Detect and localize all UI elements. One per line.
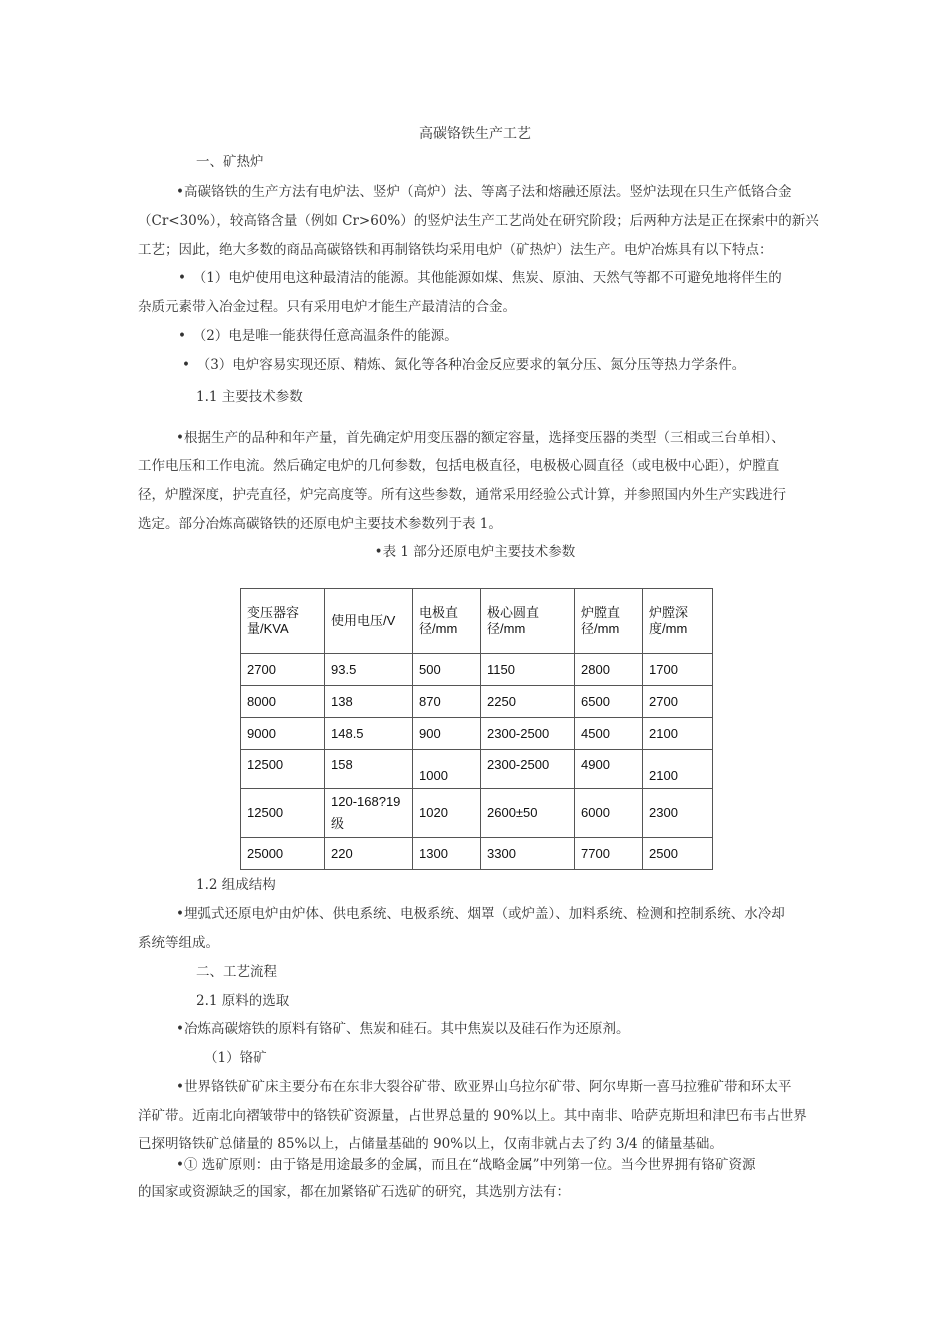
paragraph-line: 洋矿带。近南北向褶皱带中的铬铁矿资源量，占世界总量的 90%以上。其中南非、哈萨克斯坦和津巴布韦占世界 xyxy=(138,1108,807,1124)
paragraph-line: 杂质元素带入冶金过程。只有采用电炉才能生产最清洁的合金。 xyxy=(138,299,516,315)
bullet-item-1: • （1）电炉使用电这种最清洁的能源。其他能源如煤、焦炭、原油、天然气等都不可避免地将伴生的 xyxy=(178,270,782,286)
paragraph-line: 工作电压和工作电流。然后确定电炉的几何参数，包括电极直径，电极极心圆直径（或电极中心距），炉膛直 xyxy=(138,458,780,474)
subsection-heading-1-2: 1.2 组成结构 xyxy=(196,877,276,893)
subsection-heading-2-1: 2.1 原料的选取 xyxy=(196,993,290,1009)
table-header-cell: 电极直径/mm xyxy=(413,589,481,654)
document-title: 高碳铬铁生产工艺 xyxy=(419,126,531,142)
bullet-item-2: • （2）电是唯一能获得任意高温条件的能源。 xyxy=(178,328,458,344)
table-row xyxy=(241,838,713,870)
table-header-cell: 炉膛深度/mm xyxy=(643,589,713,654)
table-cell: 7700 xyxy=(575,838,643,870)
table-cell: 9000 xyxy=(241,718,325,750)
table-cell: 12500 xyxy=(241,789,325,838)
table-cell: 500 xyxy=(413,654,481,686)
table-cell: 6500 xyxy=(575,686,643,718)
paragraph-line: 工艺；因此，绝大多数的商品高碳铬铁和再制铬铁均采用电炉（矿热炉）法生产。电炉冶炼具有以下特点： xyxy=(138,242,773,258)
table-header-cell: 炉膛直径/mm xyxy=(575,589,643,654)
table-cell: 2700 xyxy=(241,654,325,686)
table-header-cell: 极心圆直径/mm xyxy=(481,589,575,654)
paragraph-line: 径，炉膛深度，护壳直径，炉完高度等。所有这些参数，通常采用经验公式计算，并参照国内外生产实践进行 xyxy=(138,487,786,503)
table-cell: 2250 xyxy=(481,686,575,718)
table-cell: 2600±50 xyxy=(481,789,575,838)
subsection-heading-1-1: 1.1 主要技术参数 xyxy=(196,389,303,405)
table-caption: •表 1 部分还原电炉主要技术参数 xyxy=(374,544,576,560)
table-row xyxy=(241,750,713,789)
table-cell: 158 xyxy=(325,750,413,789)
table-cell: 4900 xyxy=(575,750,643,789)
table-cell: 4500 xyxy=(575,718,643,750)
paragraph-line: •① 选矿原则：由于铬是用途最多的金属，而且在“战略金属”中列第一位。当今世界拥有铬矿资源 xyxy=(176,1157,756,1173)
table-cell: 1020 xyxy=(413,789,481,838)
table-header-cell: 变压器容量/KVA xyxy=(241,589,325,654)
table-cell: 1000 xyxy=(413,750,481,789)
table-cell: 2500 xyxy=(643,838,713,870)
paragraph-line: 已探明铬铁矿总储量的 85%以上，占储量基础的 90%以上，仅南非就占去了约 3/4 的储量基础。 xyxy=(138,1136,723,1152)
table-cell: 93.5 xyxy=(325,654,413,686)
table-cell: 220 xyxy=(325,838,413,870)
table-cell: 8000 xyxy=(241,686,325,718)
table-cell: 25000 xyxy=(241,838,325,870)
table-cell: 2300 xyxy=(643,789,713,838)
table-row xyxy=(241,654,713,686)
table-cell: 1700 xyxy=(643,654,713,686)
table-cell: 2800 xyxy=(575,654,643,686)
bullet-item-3: • （3）电炉容易实现还原、精炼、氮化等各种冶金反应要求的氧分压、氮分压等热力学条件。 xyxy=(182,357,746,373)
table-row xyxy=(241,686,713,718)
table-header-cell: 使用电压/V xyxy=(325,589,413,654)
technical-parameters-table xyxy=(240,588,713,870)
table-cell: 6000 xyxy=(575,789,643,838)
table-row xyxy=(241,789,713,838)
table-cell: 1300 xyxy=(413,838,481,870)
paragraph-line: •高碳铬铁的生产方法有电炉法、竖炉（高炉）法、等离子法和熔融还原法。竖炉法现在只生产低铬合金 xyxy=(176,184,792,200)
paragraph-line: •埋弧式还原电炉由炉体、供电系统、电极系统、烟罩（或炉盖）、加料系统、检测和控制系统、水冷却 xyxy=(176,906,785,922)
table-cell: 2300-2500 xyxy=(481,718,575,750)
table-cell: 900 xyxy=(413,718,481,750)
table-cell: 1150 xyxy=(481,654,575,686)
table-row xyxy=(241,718,713,750)
paragraph-line: •世界铬铁矿矿床主要分布在东非大裂谷矿带、欧亚界山乌拉尔矿带、阿尔卑斯一喜马拉雅矿带和环太平 xyxy=(176,1079,792,1095)
table-cell: 148.5 xyxy=(325,718,413,750)
table-cell: 3300 xyxy=(481,838,575,870)
section-heading-2: 二、工艺流程 xyxy=(196,964,277,980)
table-cell: 2300-2500 xyxy=(481,750,575,789)
table-cell: 2700 xyxy=(643,686,713,718)
paragraph-line: （Cr<30%），较高铬含量（例如 Cr>60%）的竖炉法生产工艺尚处在研究阶段；后两种方法是正在探索中的新兴 xyxy=(138,213,819,229)
paragraph-line: •根据生产的品种和年产量，首先确定炉用变压器的额定容量，选择变压器的类型（三相或三台单相）、 xyxy=(176,430,785,446)
table-cell: 138 xyxy=(325,686,413,718)
paragraph-line: 选定。部分冶炼高碳铬铁的还原电炉主要技术参数列于表 1。 xyxy=(138,516,502,532)
section-heading-1: 一、矿热炉 xyxy=(196,154,264,170)
item-heading-chromite: （1）铬矿 xyxy=(204,1050,267,1066)
paragraph-line: 系统等组成。 xyxy=(138,935,219,951)
table-cell: 2100 xyxy=(643,718,713,750)
table-cell: 2100 xyxy=(643,750,713,789)
paragraph-line: 的国家或资源缺乏的国家，都在加紧铬矿石选矿的研究，其选别方法有： xyxy=(138,1184,570,1200)
paragraph-line: •冶炼高碳熔铁的原料有铬矿、焦炭和硅石。其中焦炭以及硅石作为还原剂。 xyxy=(176,1021,630,1037)
table-cell: 12500 xyxy=(241,750,325,789)
table-cell: 870 xyxy=(413,686,481,718)
table-cell: 120-168?19级 xyxy=(325,789,413,838)
